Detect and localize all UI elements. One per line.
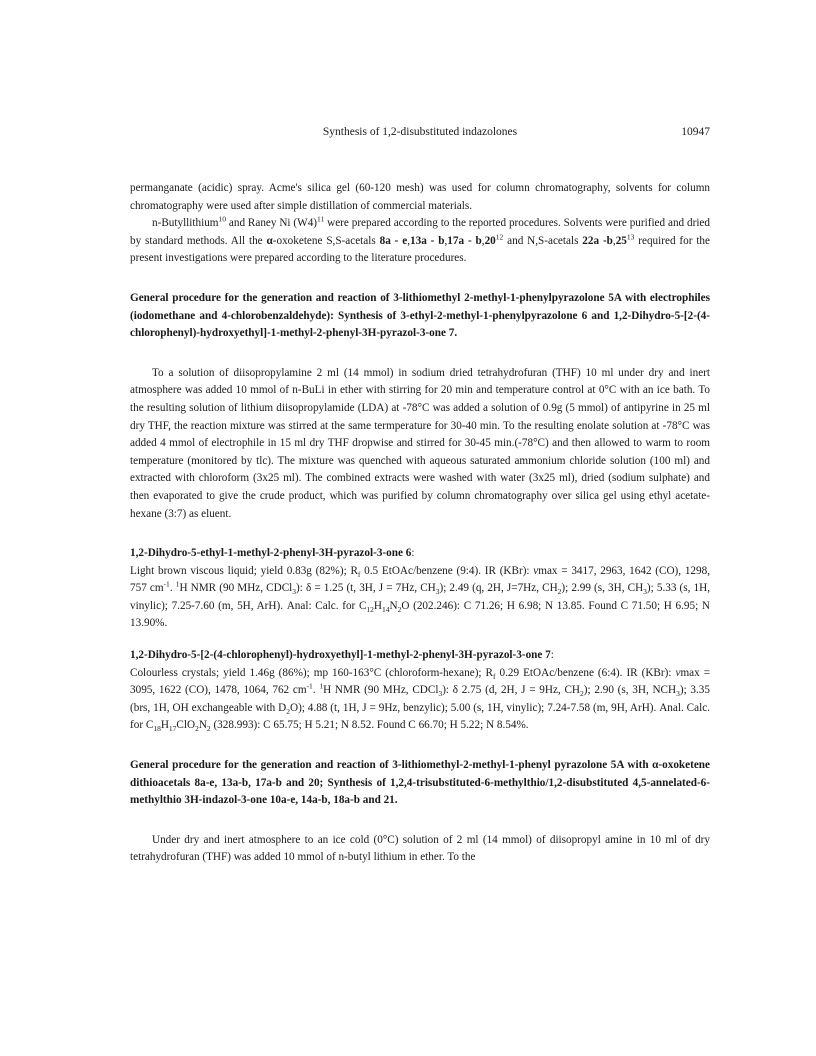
- subscript: 3: [676, 689, 680, 699]
- text-run: :: [411, 547, 415, 560]
- running-header: [130, 126, 710, 142]
- text-run: ); 2.99 (s, 3H, CH: [561, 582, 644, 595]
- text-run: N: [389, 599, 398, 612]
- text-run: ,: [407, 234, 411, 247]
- text-run: max = 3095, 1622 (CO), 1478, 1064, 762 cm: [130, 666, 711, 697]
- subscript: 17: [168, 724, 177, 734]
- text-run: ); 5.33 (s, 1H, vinylic); 7.25-7.60 (m, 5H, ArH). Anal: Calc. for C: [130, 582, 710, 612]
- reference-marker: 10: [218, 214, 227, 224]
- subscript: 3: [438, 689, 443, 699]
- subscript: 2: [557, 587, 562, 597]
- text-run: H: [160, 719, 169, 732]
- superscript: -1: [163, 579, 170, 589]
- text-run: ,: [612, 234, 616, 247]
- text-run: ,: [444, 234, 448, 247]
- compound-ref: 8a - e: [379, 234, 408, 247]
- reference-marker: 13: [626, 232, 635, 242]
- page-number: 10947: [681, 126, 710, 138]
- text-run: N: [198, 719, 207, 732]
- greek-alpha: α: [652, 759, 659, 772]
- compound-6-data: [130, 563, 710, 633]
- compound-ref: 25: [615, 234, 627, 247]
- greek-nu: ν: [533, 564, 539, 577]
- subscript: 2: [580, 689, 584, 699]
- text-run: :: [550, 649, 554, 662]
- text-run: Light brown viscous liquid; yield 0.83g (82%); R: [130, 564, 358, 577]
- superscript: -1: [306, 681, 313, 691]
- text-run: max = 3417, 2963, 1642 (CO), 1298, 757 cm: [130, 564, 710, 595]
- compound-6-title: [130, 545, 710, 563]
- text-run: O (202.246): C 71.26; H 6.98; N 13.85. Found C 71.50; H 6.95; N 13.90%.: [130, 599, 710, 630]
- text-run: Colourless crystals; yield 1.46g (86%); mp 160-163°C (chloroform-hexane); R: [130, 666, 494, 679]
- text-run: 0.29 EtOAc/benzene (6:4). IR (KBr):: [495, 666, 676, 679]
- compound-7-title: [130, 647, 710, 665]
- text-run: ,: [481, 234, 485, 247]
- text-run: ): δ = 1.25 (t, 3H, J = 7Hz, CH: [296, 582, 436, 595]
- section-heading-2: [130, 757, 710, 810]
- procedure-paragraph-1: To a solution of diisopropylamine 2 ml (14 mmol) in sodium dried tetrahydrofuran (THF) 10 ml under dry and inert atmosphere was added 10 mmol of n-BuLi in ether with stirring for 20 min and temperature control at 0°C with an ice bath. To the resulting solution of lithium diisopropylamide (LDA) at -78°C was added a solution of 0.9g (5 mmol) of antipyrine in 25 ml dry THF, the reaction mixture was stirred at the same termperature for 30-40 min. To the resulting enolate solution at -78°C was added 4 mmol of electrophile in 15 ml dry THF dropwise and stirred for 30-45 min.(-78°C) and then allowed to warm to room temperature (monitored by tlc). The mixture was quenched with aqueous saturated ammonium chloride solution (100 ml) and extracted with chloroform (3x25 ml). The combined extracts were washed with water (3x25 ml), dried (sodium sulphate) and then evaporated to give the crude product, which was purified by column chromatography over silica gel using ethyl acetate-hexane (3:7) as eluent.: [130, 366, 710, 520]
- running-title: Synthesis of 1,2-disubstituted indazolones: [322, 126, 518, 138]
- text-run: ClO: [176, 719, 196, 732]
- subscript: 2: [286, 707, 290, 717]
- subscript: 2: [397, 605, 402, 615]
- article-body: [130, 180, 710, 867]
- text-run: ); 3.35 (brs, 1H, OH exchangeable with D: [130, 684, 710, 714]
- text-run: H: [373, 599, 382, 612]
- compound-ref: 17a - b: [447, 234, 482, 247]
- compound-6-name: 1,2-Dihydro-5-ethyl-1-methyl-2-phenyl-3H-pyrazol-3-one 6: [130, 547, 412, 560]
- subscript: f: [493, 671, 496, 681]
- text-run: and Raney Ni (W4): [226, 217, 318, 230]
- compound-7-name: 1,2-Dihydro-5-[2-(4-chlorophenyl)-hydroxyethyl]-1-methyl-2-phenyl-3H-pyrazol-3-one 7: [130, 649, 551, 662]
- subscript: 2: [206, 724, 211, 734]
- text-run: H NMR (90 MHz, CDCl: [323, 684, 439, 697]
- greek-nu: ν: [675, 666, 681, 679]
- subscript: 3: [292, 587, 297, 597]
- subscript: 3: [435, 587, 440, 597]
- procedure-paragraph-2: Under dry and inert atmosphere to an ice cold (0°C) solution of 2 ml (14 mmol) of diisopropyl amine in 10 ml of dry tetrahydrofuran (THF) was added 10 mmol of n-butyl lithium in ether. To the: [130, 833, 710, 864]
- text-run: .: [169, 582, 176, 595]
- text-run: O); 4.88 (t, 1H, J = 9Hz, benzylic); 5.00 (s, 1H, vinylic); 7.24-7.58 (m, 9H, ArH). Anal. Calc. for C: [130, 701, 710, 732]
- text-run: .: [312, 684, 320, 697]
- greek-alpha: α: [266, 234, 273, 247]
- compound-ref: 13a - b: [410, 234, 445, 247]
- text-run: ): δ 2.75 (d, 2H, J = 9Hz, CH: [442, 684, 581, 697]
- compound-ref: 22a -b: [582, 234, 613, 247]
- section-heading-1: General procedure for the generation and reaction of 3-lithiomethyl 2-methyl-1-phenylpyrazolone 5A with electrophiles (iodomethane and 4-chlorobenzaldehyde): Synthesis of 3-ethyl-2-methyl-1-phenylpyrazolone 6 and 1,2-Dihydro-5-[2-(4-chlorophenyl)-hydroxyethyl]-1-methyl-2-phenyl-3H-pyrazol-3-one 7.: [130, 291, 710, 340]
- text-run: n-Butyllithium: [152, 217, 219, 230]
- subscript: 2: [195, 724, 199, 734]
- intro-paragraph-1: permanganate (acidic) spray. Acme's silica gel (60-120 mesh) was used for column chromatography, solvents for column chromatography were used after simple distillation of commercial materials.: [130, 182, 710, 212]
- text-run: -oxoketene dithioacetals 8a-e, 13a-b, 17a-b and 20; Synthesis of 1,2,4-trisubstituted-6-methylthio/1,2-disubstituted 4,5-annelated-6-methylthio 3H-indazol-3-one 10a-e, 14a-b, 18a-b and 21.: [130, 759, 710, 807]
- subscript: 3: [643, 587, 647, 597]
- compound-7-data: [130, 665, 710, 735]
- subscript: 14: [382, 605, 390, 615]
- text-run: 0.5 EtOAc/benzene (9:4). IR (KBr):: [360, 564, 534, 577]
- superscript: 1: [175, 579, 180, 589]
- text-run: ); 2.49 (q, 2H, J=7Hz, CH: [439, 582, 558, 595]
- text-run: required for the present investigations were prepared according to the literature procedures.: [130, 234, 710, 265]
- text-run: -oxoketene S,S-acetals: [272, 234, 380, 247]
- subscript: f: [357, 569, 361, 579]
- text-run: H NMR (90 MHz, CDCl: [179, 582, 293, 595]
- superscript: 1: [319, 681, 324, 691]
- subscript: 12: [366, 605, 374, 615]
- text-run: ); 2.90 (s, 3H, NCH: [583, 684, 677, 697]
- subscript: 18: [153, 724, 161, 734]
- text-run: General procedure for the generation and reaction of 3-lithiomethyl-2-methyl-1-phenyl pyrazolone 5A with: [130, 759, 653, 772]
- text-run: and N,S-acetals: [503, 234, 583, 247]
- text-run: (328.993): C 65.75; H 5.21; N 8.52. Found C 66.70; H 5.22; N 8.54%.: [210, 719, 529, 732]
- reference-marker: 12: [495, 232, 504, 242]
- text-run: were prepared according to the reported procedures. Solvents were purified and dried by standard methods. All the: [130, 217, 710, 247]
- reference-marker: 11: [317, 214, 325, 224]
- intro-paragraph-2: [130, 215, 710, 268]
- compound-ref: 20: [484, 234, 496, 247]
